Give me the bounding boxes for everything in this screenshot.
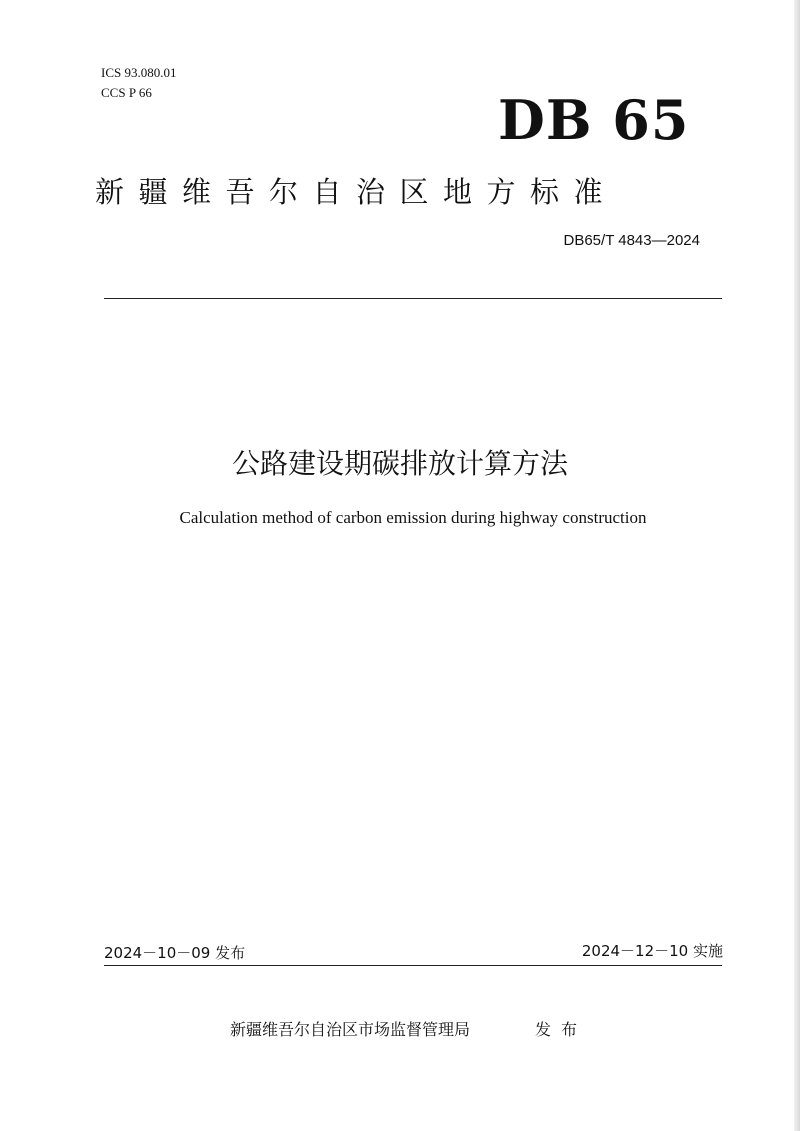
document-title-cn: 公路建设期碳排放计算方法 <box>231 447 568 480</box>
standard-category-title: 新疆维吾尔自治区地方标准 <box>95 175 618 209</box>
issue-date: 2024－10－09 发布 <box>104 944 246 962</box>
issuing-authority: 新疆维吾尔自治区市场监督管理局 <box>230 1020 471 1039</box>
bottom-divider <box>104 965 722 966</box>
standard-number: DB65/T 4843—2024 <box>563 232 700 249</box>
page-edge <box>794 0 800 1131</box>
top-divider <box>104 298 722 299</box>
implementation-date: 2024－12－10 实施 <box>581 942 723 960</box>
ics-code: ICS 93.080.01 <box>101 65 177 80</box>
issuer-action: 发布 <box>535 1020 588 1039</box>
classification-codes <box>101 63 176 103</box>
ccs-code: CCS P 66 <box>101 85 152 100</box>
document-title-en: Calculation method of carbon emission during highway construction <box>179 508 647 527</box>
db-logo: DB 65 <box>498 88 690 152</box>
